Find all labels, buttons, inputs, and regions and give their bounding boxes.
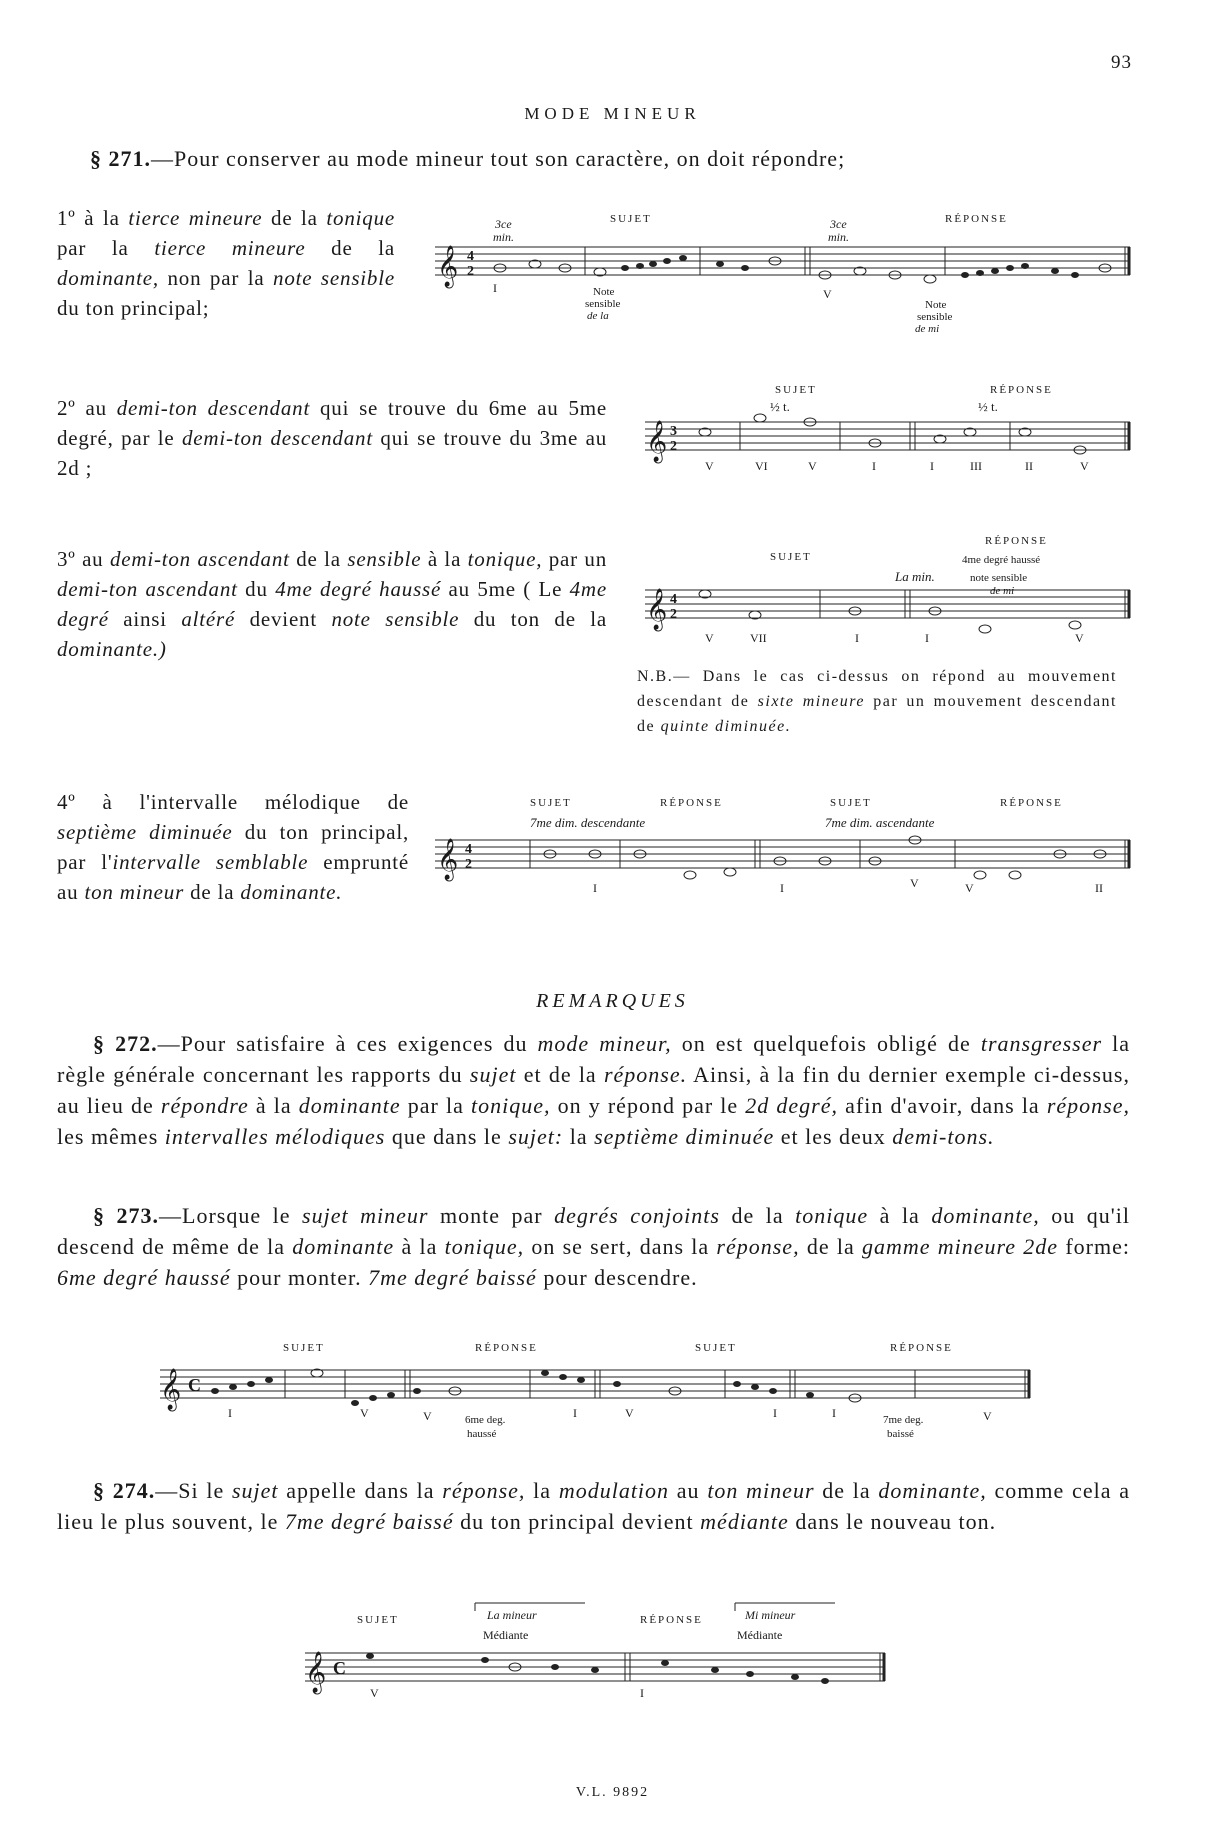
- rule-3: [57, 544, 607, 664]
- answer-label: RÉPONSE: [1000, 797, 1063, 809]
- degree-label: II: [1025, 459, 1033, 473]
- text: septième diminuée: [594, 1124, 775, 1149]
- time-signature: C: [333, 1658, 346, 1678]
- answer-label: RÉPONSE: [945, 213, 1008, 225]
- note-annotation: Note: [925, 299, 947, 311]
- text: dominante,: [931, 1203, 1040, 1228]
- text: 1º à la: [57, 206, 129, 230]
- text: et les deux: [774, 1124, 893, 1149]
- text: dominante,: [878, 1478, 987, 1503]
- text: Ainsi, à la fin du dernier exemple ci-dessus, au lieu de: [57, 1062, 1130, 1118]
- time-signature: 4: [467, 249, 474, 264]
- degree-label: V: [823, 287, 832, 301]
- degree-label: V: [625, 1406, 634, 1420]
- section-number: § 271.: [90, 146, 151, 171]
- text: du ton principal, par l': [57, 820, 410, 874]
- answer-label: RÉPONSE: [985, 535, 1048, 547]
- subject-label: SUJET: [283, 1342, 325, 1354]
- time-signature: 3: [670, 424, 677, 439]
- note-annotation: sensible: [917, 311, 953, 323]
- text: sixte mineure: [757, 693, 866, 710]
- footer-plate-number: V.L. 9892: [575, 1785, 650, 1800]
- interval-label: 7me dim. ascendante: [825, 815, 935, 830]
- answer-label: RÉPONSE: [890, 1342, 953, 1354]
- text: de la: [305, 236, 395, 260]
- text: note sensible: [273, 266, 395, 290]
- note-annotation: de mi: [915, 323, 940, 335]
- degree-label: V: [910, 876, 919, 890]
- text: 4me degré haussé: [275, 577, 442, 601]
- text: comme cela a lieu le plus souvent, le: [57, 1478, 1130, 1534]
- text: tonique,: [467, 547, 543, 571]
- text: 2d degré,: [745, 1093, 839, 1118]
- interval-label: min.: [493, 230, 514, 244]
- text: la: [525, 1478, 559, 1503]
- text: de la: [799, 1234, 862, 1259]
- treble-clef-icon: 𝄞: [305, 1652, 327, 1692]
- text: afin d'avoir, dans la: [838, 1093, 1047, 1118]
- note-annotation: 6me deg.: [465, 1414, 506, 1426]
- text: tonique,: [470, 1093, 551, 1118]
- degree-label: I: [780, 881, 784, 895]
- text: dans le nouveau ton.: [788, 1509, 997, 1534]
- note-annotation: note sensible: [970, 572, 1028, 584]
- interval-label: 3ce: [495, 217, 512, 231]
- text: dominante.: [240, 880, 343, 904]
- note-nb: [637, 664, 1117, 739]
- section-number: § 273.: [93, 1203, 160, 1228]
- degree-label: I: [773, 1406, 777, 1420]
- text: qui se trouve du 3me au 2d ;: [57, 426, 607, 480]
- section-heading: MODE MINEUR: [524, 104, 701, 123]
- text: pour descendre.: [536, 1265, 698, 1290]
- key-label: La min.: [895, 569, 935, 584]
- text: la: [563, 1124, 595, 1149]
- section-number: § 274.: [93, 1478, 156, 1503]
- paragraph-text: —Pour conserver au mode mineur tout son caractère, on doit répondre;: [151, 146, 846, 171]
- text: on y répond par le: [550, 1093, 746, 1118]
- interval-label: 3ce: [830, 217, 847, 231]
- subject-label: SUJET: [610, 213, 652, 225]
- degree-label: I: [930, 459, 934, 473]
- degree-label: I: [640, 1686, 644, 1700]
- degree-label: I: [228, 1406, 232, 1420]
- treble-clef-icon: 𝄞: [646, 421, 668, 461]
- text: sensible: [347, 547, 422, 571]
- text: —Si le: [155, 1478, 232, 1503]
- degree-label: V: [370, 1686, 379, 1700]
- degree-label: II: [1095, 881, 1103, 895]
- text: par la: [57, 236, 155, 260]
- text: on se sert, dans la: [524, 1234, 717, 1259]
- text: à la: [394, 1234, 445, 1259]
- rule-4: [57, 787, 409, 907]
- text: N.B.— Dans le cas ci-dessus on répond au mouvement descendant de: [637, 668, 1117, 710]
- answer-label: RÉPONSE: [475, 1342, 538, 1354]
- note-annotation: de la: [587, 310, 609, 322]
- text: par un mouvement descendant de: [637, 693, 1117, 735]
- key-label: La mineur: [487, 1608, 537, 1622]
- text: demi-ton descendant: [182, 426, 373, 450]
- text: septième diminuée: [57, 820, 233, 844]
- text: réponse,: [442, 1478, 526, 1503]
- text: tonique: [326, 206, 396, 230]
- time-signature: 2: [467, 264, 474, 279]
- text: sujet: [469, 1062, 517, 1087]
- interval-label: ½ t.: [770, 399, 790, 414]
- degree-label: V: [983, 1409, 992, 1423]
- text: à la: [868, 1203, 932, 1228]
- text: du ton principal;: [57, 296, 210, 320]
- subject-label: SUJET: [830, 797, 872, 809]
- degree-label: III: [970, 459, 982, 473]
- text: on est quelquefois obligé de: [671, 1031, 981, 1056]
- time-signature: 2: [465, 857, 472, 872]
- answer-label: RÉPONSE: [640, 1614, 703, 1626]
- text: de la: [184, 880, 241, 904]
- text: ton mineur: [707, 1478, 815, 1503]
- text: —Lorsque le: [159, 1203, 303, 1228]
- text: et de la: [516, 1062, 604, 1087]
- text: note sensible: [331, 607, 460, 631]
- treble-clef-icon: 𝄞: [646, 589, 668, 629]
- text: degrés conjoints: [554, 1203, 720, 1228]
- music-example-4: [425, 780, 1135, 895]
- text: tonique: [795, 1203, 869, 1228]
- text: les mêmes: [57, 1124, 165, 1149]
- section-number: § 272.: [93, 1031, 158, 1056]
- answer-label: RÉPONSE: [990, 384, 1053, 396]
- text: du: [237, 577, 276, 601]
- paragraph-272: [57, 1028, 1130, 1152]
- note-annotation: sensible: [585, 298, 621, 310]
- text: demi-tons.: [892, 1124, 995, 1149]
- time-signature: C: [188, 1375, 201, 1395]
- text: au 5me ( Le: [441, 577, 570, 601]
- text: altéré: [181, 607, 236, 631]
- degree-label: V: [705, 459, 714, 473]
- paragraph-274: [57, 1475, 1130, 1537]
- text: réponse,: [716, 1234, 800, 1259]
- subject-label: SUJET: [770, 551, 812, 563]
- text: demi-ton ascendant: [109, 547, 290, 571]
- note-annotation: 7me deg.: [883, 1414, 924, 1426]
- answer-label: RÉPONSE: [660, 797, 723, 809]
- music-example-6: [295, 1595, 895, 1705]
- subject-label: SUJET: [775, 384, 817, 396]
- text: dominante.): [57, 637, 167, 661]
- text: emprunté au: [57, 850, 410, 904]
- degree-label: V: [360, 1406, 369, 1420]
- music-example-2: [640, 375, 1135, 485]
- treble-clef-icon: 𝄞: [160, 1369, 182, 1409]
- degree-label: I: [872, 459, 876, 473]
- text: réponse.: [603, 1062, 688, 1087]
- text: sujet mineur: [302, 1203, 429, 1228]
- text: devient: [235, 607, 332, 631]
- text: ainsi: [108, 607, 182, 631]
- text: à la: [248, 1093, 299, 1118]
- degree-label: V: [1080, 459, 1089, 473]
- text: de la: [289, 547, 348, 571]
- text: de la: [262, 206, 327, 230]
- note-annotation: Médiante: [483, 1628, 529, 1642]
- text: tierce mineure: [154, 236, 306, 260]
- text: du ton de la: [459, 607, 608, 631]
- music-example-1: [425, 200, 1135, 350]
- music-example-5: [155, 1325, 1035, 1460]
- degree-label: V: [705, 631, 714, 645]
- degree-label: V: [1075, 631, 1084, 645]
- interval-label: 7me dim. descendante: [530, 815, 646, 830]
- text: transgresser: [980, 1031, 1103, 1056]
- text: dominante: [298, 1093, 401, 1118]
- text: la règle générale concernant les rapports du: [57, 1031, 1130, 1087]
- degree-label: VI: [755, 459, 768, 473]
- text: 7me degré baissé: [284, 1509, 454, 1534]
- text: qui se trouve du 6me au 5me degré, par le: [57, 396, 607, 450]
- degree-label: V: [965, 881, 974, 895]
- degree-label: I: [593, 881, 597, 895]
- text: réponse,: [1046, 1093, 1130, 1118]
- text: demi-ton descendant: [116, 396, 311, 420]
- rule-2: [57, 393, 607, 483]
- interval-label: ½ t.: [978, 399, 998, 414]
- text: 4º à l'intervalle mélodique de: [57, 790, 409, 814]
- degree-label: I: [832, 1406, 836, 1420]
- text: 2º au: [57, 396, 117, 420]
- page-number: 93: [1111, 52, 1132, 73]
- text: à la: [421, 547, 468, 571]
- text: intervalle semblable: [112, 850, 309, 874]
- text: au: [669, 1478, 708, 1503]
- subject-label: SUJET: [530, 797, 572, 809]
- text: par la: [400, 1093, 471, 1118]
- text: ton mineur: [84, 880, 185, 904]
- note-annotation: baissé: [887, 1428, 914, 1440]
- text: 6me degré haussé: [57, 1265, 231, 1290]
- text: de la: [814, 1478, 879, 1503]
- key-label: Mi mineur: [745, 1608, 796, 1622]
- text: monte par: [428, 1203, 555, 1228]
- text: mode mineur,: [537, 1031, 672, 1056]
- text: répondre: [160, 1093, 249, 1118]
- degree-label: VII: [750, 631, 767, 645]
- rule-1: [57, 203, 395, 323]
- time-signature: 2: [670, 439, 677, 454]
- degree-label: V: [808, 459, 817, 473]
- subject-label: SUJET: [357, 1614, 399, 1626]
- text: tierce mineure: [128, 206, 263, 230]
- text: sujet:: [508, 1124, 564, 1149]
- text: 3º au: [57, 547, 110, 571]
- time-signature: 2: [670, 607, 677, 622]
- text: médiante: [700, 1509, 789, 1534]
- text: par un: [542, 547, 607, 571]
- paragraph-273: [57, 1200, 1130, 1293]
- note-annotation: de mi: [990, 585, 1015, 597]
- text: forme:: [1058, 1234, 1130, 1259]
- text: quinte diminuée.: [660, 718, 792, 735]
- time-signature: 4: [670, 592, 677, 607]
- text: dominante,: [57, 266, 159, 290]
- remarques-heading: REMARQUES: [536, 990, 689, 1012]
- treble-clef-icon: 𝄞: [437, 839, 459, 879]
- note-annotation: Note: [593, 286, 615, 298]
- degree-label: V: [423, 1409, 432, 1423]
- text: de la: [719, 1203, 796, 1228]
- text: ou qu'il descend de même de la: [57, 1203, 1130, 1259]
- text: demi-ton ascendant: [57, 577, 238, 601]
- text: intervalles mélodiques: [164, 1124, 386, 1149]
- degree-label: I: [925, 631, 929, 645]
- text: tonique,: [444, 1234, 525, 1259]
- text: du ton principal devient: [453, 1509, 701, 1534]
- text: 4me degré: [57, 577, 608, 631]
- text: —Pour satisfaire à ces exigences du: [157, 1031, 538, 1056]
- degree-label: I: [855, 631, 859, 645]
- text: que dans le: [385, 1124, 509, 1149]
- text: non par la: [158, 266, 274, 290]
- note-annotation: Médiante: [737, 1628, 783, 1642]
- music-example-3: [640, 530, 1135, 655]
- degree-label: I: [493, 281, 497, 295]
- text: appelle dans la: [278, 1478, 443, 1503]
- paragraph-271: [90, 143, 1140, 174]
- interval-label: min.: [828, 230, 849, 244]
- text: pour monter.: [230, 1265, 369, 1290]
- note-annotation: haussé: [467, 1428, 497, 1440]
- text: sujet: [231, 1478, 279, 1503]
- text: modulation: [558, 1478, 670, 1503]
- text: dominante: [292, 1234, 395, 1259]
- degree-label: I: [573, 1406, 577, 1420]
- text: 7me degré baissé: [368, 1265, 537, 1290]
- text: gamme mineure 2de: [861, 1234, 1059, 1259]
- subject-label: SUJET: [695, 1342, 737, 1354]
- interval-label: 4me degré haussé: [962, 554, 1041, 566]
- treble-clef-icon: 𝄞: [437, 246, 459, 286]
- time-signature: 4: [465, 842, 472, 857]
